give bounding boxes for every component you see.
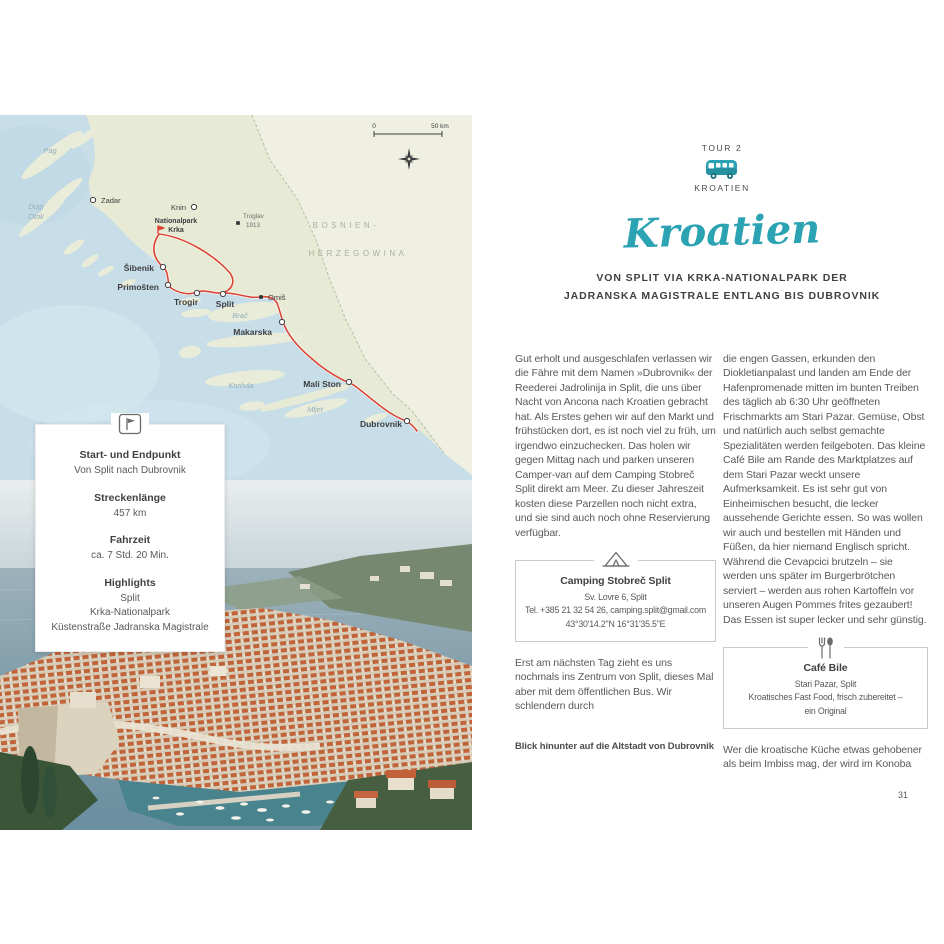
tour-info-card [35,424,225,652]
info-group-title: Streckenlänge [94,491,166,504]
subtitle-line1: VON SPLIT VIA KRKA-NATIONALPARK DER [596,272,848,284]
map-label: Dugi [28,202,44,211]
map-label: Otok [28,212,44,221]
map-label: Zadar [101,196,121,205]
cafe-box-lines [727,678,924,719]
box-line: 43°30'14.2"N 16°31'35.5"E [565,619,666,630]
map-label: Primošten [117,282,159,292]
city-marker [220,291,225,296]
camping-info-box [515,560,716,641]
text-column-1 [515,352,716,714]
tour-subtitle [515,270,929,306]
scale-end-label: 50 km [431,123,449,130]
scale-zero-label: 0 [372,123,376,130]
tent-icon [594,550,638,568]
city-marker [194,290,199,295]
page-number: 31 [897,790,908,800]
info-group-line: Krka-Nationalpark [89,607,171,618]
map-label: Mali Ston [303,379,341,389]
map-label: Pag [43,146,57,155]
city-marker [191,204,196,209]
info-group-title: Start- und Endpunkt [79,449,181,461]
map-label: Split [215,299,235,309]
info-group-line: 457 km [113,507,147,519]
cafe-info-box [723,647,928,728]
info-group [46,534,214,564]
body-paragraph: die engen Gassen, erkunden den Diokletianpalast und landen am Ende der Hafenpromenade mitten im bunten Treiben des täglich ab 6:30 Uhr geöffneten Frischmarkts am Stari Pazar. Gemüse, Obst und natürlich auch selbst gemachte Spezialitäten werden feilgeboten. Das kleine Café Bile am Rande des Marktplatzes auf dem Stari Pazar weckt unsere Aufmerksamkeit. Es ist sehr gut von Einheimischen besucht, die lecker aussehende Gerichte essen. So was wollen wir auch und bestellen mit Händen und Füßen, da hier niemand Englisch spricht. Während die Cevapcici brutzeln – sie werden uns später im Burgerbrötchen serviert – werden aus rohen Kartoffeln vor unseren Augen Pommes frites gezaubert! Das Essen ist super lecker und sehr günstig. [723,353,927,626]
tour-number-label: TOUR 2 [701,143,743,153]
map-label: Troglav [243,213,264,220]
map-label: Makarska [233,327,272,337]
info-group [46,492,214,522]
map-label: Šibenik [123,263,154,273]
flag-icon [111,413,149,435]
info-group-title: Fahrzeit [109,534,151,546]
info-group-title: Highlights [104,576,156,589]
body-paragraph: Gut erholt und ausgeschlafen verlassen wir die Fähre mit dem Namen »Dubrovnik« der Reederei Jadrolinija in Split, die uns über Nacht von Ancona nach Kroatien gebracht hat. Als Erstes gehen wir auf den Markt und frühstücken dort, es ist noch viel zu früh, um irgendwo einzuchecken. Das holen wir gegen Mittag nach und parken unseren Camper-van auf dem Camping Stobreč Split direkt am Meer. Zu dieser Jahreszeit kosten diese Parzellen noch nicht extra, und sie sind auch noch ohne Reservierung verfügbar. [515,353,716,539]
photo-caption: Blick hinunter auf die Altstadt von Dubrovnik [515,741,714,752]
box-line: Kroatisches Fast Food, frisch zubereitet – [748,692,903,703]
map-label: HERZEGOWINA [308,249,408,258]
subtitle-line2: JADRANSKA MAGISTRALE ENTLANG BIS DUBROVNIK [563,289,881,302]
tour-badge [515,143,929,193]
city-marker [404,418,409,423]
city-marker [160,264,165,269]
map-label: Omiš [268,293,286,302]
region-label: KROATIEN [694,183,750,193]
map-label: Dubrovnik [359,419,402,429]
info-sections [46,449,214,635]
map-label: BOSNIEN- [312,221,380,230]
camping-box-title: Camping Stobreč Split [560,575,671,588]
map-label: Krka [168,227,184,234]
map-label: Brač [232,311,248,320]
box-line: Tel. +385 21 32 54 26, camping.split@gmail.com [525,605,706,616]
cafe-box-title: Café Bile [803,662,848,675]
box-line: Stari Pazar, Split [794,678,857,689]
map-label: Trogir [173,297,199,307]
box-line: ein Original [804,705,847,716]
page-title: Kroatien [623,205,821,258]
map-label: Nationalpark [154,218,198,225]
info-group-line: ca. 7 Std. 20 Min. [91,550,169,561]
info-group [46,577,214,636]
body-paragraph: Erst am nächsten Tag zieht es uns nochmals ins Zentrum von Split, dieses Mal aber mit dem öffentlichen Bus. Wir schlendern durch [515,656,714,713]
town-marker [236,221,240,225]
camping-box-lines [519,591,712,632]
body-paragraph: Wer die kroatische Küche etwas gehobener als beim Imbiss mag, der wird im Konoba [723,743,922,771]
map-label: Korčula [228,381,254,390]
info-group-line: Split [120,592,140,604]
map-label: 1913 [246,222,261,229]
city-marker [346,379,351,384]
city-marker [279,319,284,324]
camper-van-icon [515,156,929,181]
town-marker [259,295,263,299]
cutlery-icon [808,637,844,659]
box-line: Sv. Lovre 6, Split [584,591,647,602]
text-column-2 [723,352,928,772]
info-group [46,449,214,479]
city-marker [90,197,95,202]
map-label: Mljet [307,405,323,414]
city-marker [165,282,170,287]
info-group-line: Küstenstraße Jadranska Magistrale [51,621,209,633]
info-group-line: Von Split nach Dubrovnik [74,465,186,476]
map-label: Knin [170,203,186,212]
